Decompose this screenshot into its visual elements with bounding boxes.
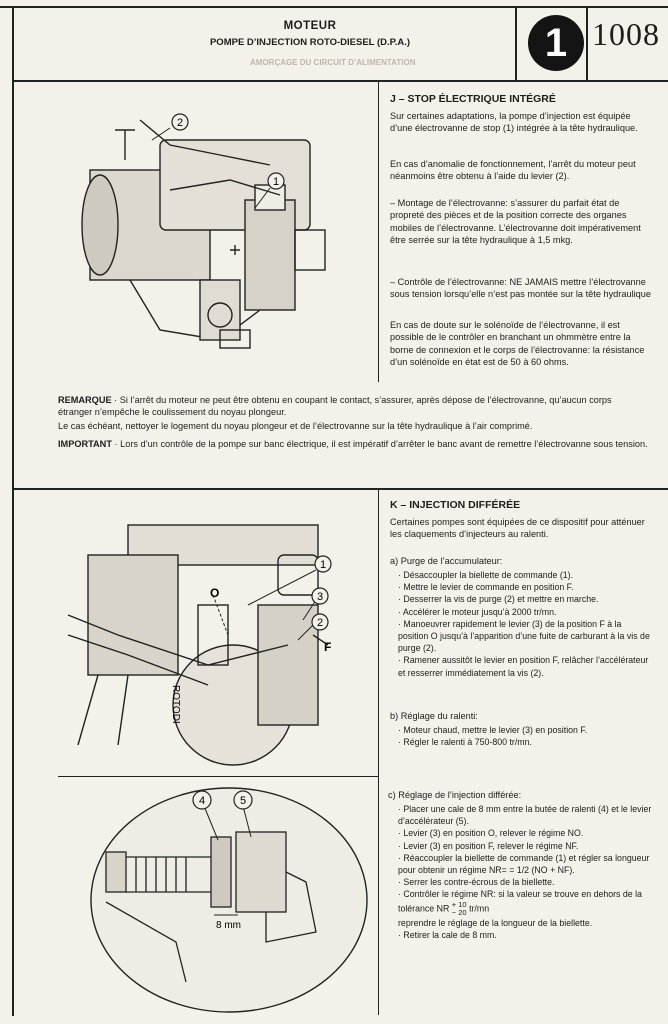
list-item: · Ramener aussitôt le levier en position F, relâcher l’accélérateur et resserrer immédiatement la vis (2). [398, 655, 649, 678]
label-rotodi: ROTODI [170, 685, 181, 724]
list-item: · Désaccoupler la biellette de commande (1). [398, 570, 574, 580]
chapter-badge: 1 [528, 15, 584, 71]
bleed-through-text: AMORÇAGE DU CIRCUIT D’ALIMENTATION [250, 58, 416, 67]
page-number: 1008 [592, 16, 660, 52]
section-j-b2: – Contrôle de l’électrovanne: NE JAMAIS mettre l’électrovanne sous tension lorsqu’elle n’est pas montée sur la tête hydraulique [390, 277, 651, 300]
list-item: · Serrer les contre-écrous de la biellette. [398, 877, 555, 888]
important-label: IMPORTANT [58, 439, 112, 449]
section-k-intro: Certaines pompes sont équipées de ce dispositif pour atténuer les claquements d’injecteurs au ralenti. [390, 517, 645, 540]
tolerance-item [398, 888, 654, 928]
tolerance-minus: − 20 [451, 907, 467, 917]
list-item: · Régler le ralenti à 750-800 tr/mn. [398, 737, 532, 748]
list-item: · Levier (3) en position O, relever le régime NO. [398, 828, 584, 839]
remarque-text: · Si l’arrêt du moteur ne peut être obtenu en coupant le contact, s’assurer, après dépose de l’électrovanne, qu’aucun corps étranger n’empêche le coulissement du noyau plongeur. [58, 395, 612, 418]
section-k-c-title: c) Réglage de l’injection différée: [388, 790, 522, 800]
list-item: · Moteur chaud, mettre le levier (3) en position F. [398, 725, 588, 735]
callout-2: 2 [176, 117, 184, 129]
dimension-8mm: 8 mm [216, 920, 241, 931]
callout-4: 4 [198, 795, 206, 807]
list-item: · Retirer la cale de 8 mm. [398, 929, 497, 940]
callout-5: 5 [239, 795, 247, 807]
section-k-c-list [398, 803, 654, 941]
remarque-block [58, 394, 648, 419]
tolerance-unit: tr/mn [469, 902, 490, 913]
section-j-divider [378, 82, 379, 382]
pump-illustration-k [58, 495, 374, 773]
section-j-p2: En cas d’anomalie de fonctionnement, l’arrêt du moteur peut néanmoins être obtenu à l’aide du levier (2). [390, 159, 636, 182]
section-k-a-list [398, 569, 652, 679]
remarque-label: REMARQUE [58, 395, 112, 405]
header-bottom-border [12, 80, 668, 82]
header-top-border [0, 6, 668, 8]
section-k-a-title: a) Purge de l’accumulateur: [390, 556, 503, 566]
section-j-b1: – Montage de l’électrovanne: s’assurer du parfait état de propreté des pièces et de la position correcte des organes mobiles de l’électrovanne. L’électrovanne doit impérativement être serrée sur la tête hydraulique à 1,5 mkg. [390, 198, 641, 246]
label-position-f: F [324, 640, 332, 654]
list-item: · Accélérer le moteur jusqu’à 2000 tr/mn. [398, 606, 557, 617]
remarque-text-2: Le cas échéant, nettoyer le logement du noyau plongeur et de l’électrovanne sur la tête hydraulique à l’air comprimé. [58, 421, 533, 431]
page-title: MOTEUR [283, 20, 337, 32]
section-j-p3: En cas de doute sur le solénoïde de l’électrovanne, il est possible de le contrôler en branchant un ohmmètre entre la borne de connexion et le corps de l’électrovanne: la résistance d’un solénoïde en état est de 50 à 60 ohms. [390, 320, 645, 368]
list-item: · Placer une cale de 8 mm entre la butée de ralenti (4) et le levier d’accélérateur (5). [398, 804, 652, 827]
label-position-o: O [210, 586, 220, 600]
tolerance-fraction [452, 901, 467, 917]
header-divider [515, 6, 517, 80]
page-subtitle: POMPE D’INJECTION ROTO-DIESEL (D.P.A.) [209, 37, 411, 48]
callout-1: 1 [272, 176, 280, 188]
pump-illustration-j [70, 100, 370, 370]
list-item: · Mettre le levier de commande en position F. [398, 582, 574, 593]
section-k-title: K – INJECTION DIFFÉRÉE [390, 499, 521, 511]
section-k-top-border [12, 488, 668, 490]
list-item: · Desserrer la vis de purge (2) et mettre en marche. [398, 594, 599, 605]
list-item: · Levier (3) en position F, relever le régime NF. [398, 840, 579, 851]
section-k-b-list [398, 724, 652, 748]
list-item: · Réaccoupler la biellette de commande (1) et régler sa longueur pour obtenir un régime NR= = 1/2 (NO + NF). [398, 852, 650, 876]
callout-3-k: 3 [316, 591, 324, 603]
section-k-figure-bottom [58, 776, 378, 777]
important-block [58, 438, 648, 450]
section-k-b-title: b) Réglage du ralenti: [390, 711, 478, 721]
section-j-p1: Sur certaines adaptations, la pompe d’injection est équipée d’une électrovanne de stop (1) intégrée à la tête hydraulique. [390, 111, 638, 134]
tolerance-text: · Contrôler le régime NR: si la valeur se trouve en dehors de la tolérance NR [398, 889, 642, 913]
section-j-title: J – STOP ÉLECTRIQUE INTÉGRÉ [390, 93, 556, 105]
tolerance-text-2: reprendre le réglage de la longueur de la biellette. [398, 917, 593, 928]
important-text: · Lors d’un contrôle de la pompe sur banc électrique, il est impératif d’arrêter le banc avant de remettre l’électrovanne sous tension. [111, 439, 648, 449]
header-left-rule [12, 6, 14, 1016]
tolerance-plus: + 10 [451, 899, 467, 909]
list-item: · Manoeuvrer rapidement le levier (3) de la position F à la position O jusqu’à l’apparition d’une fuite de carburant à la vis de purge (2). [398, 618, 650, 654]
callout-2-k: 2 [316, 617, 324, 629]
detail-illustration-8mm [86, 782, 372, 1018]
callout-1-k: 1 [319, 559, 327, 571]
section-k-divider [378, 490, 379, 1015]
header-divider-2 [586, 6, 588, 80]
